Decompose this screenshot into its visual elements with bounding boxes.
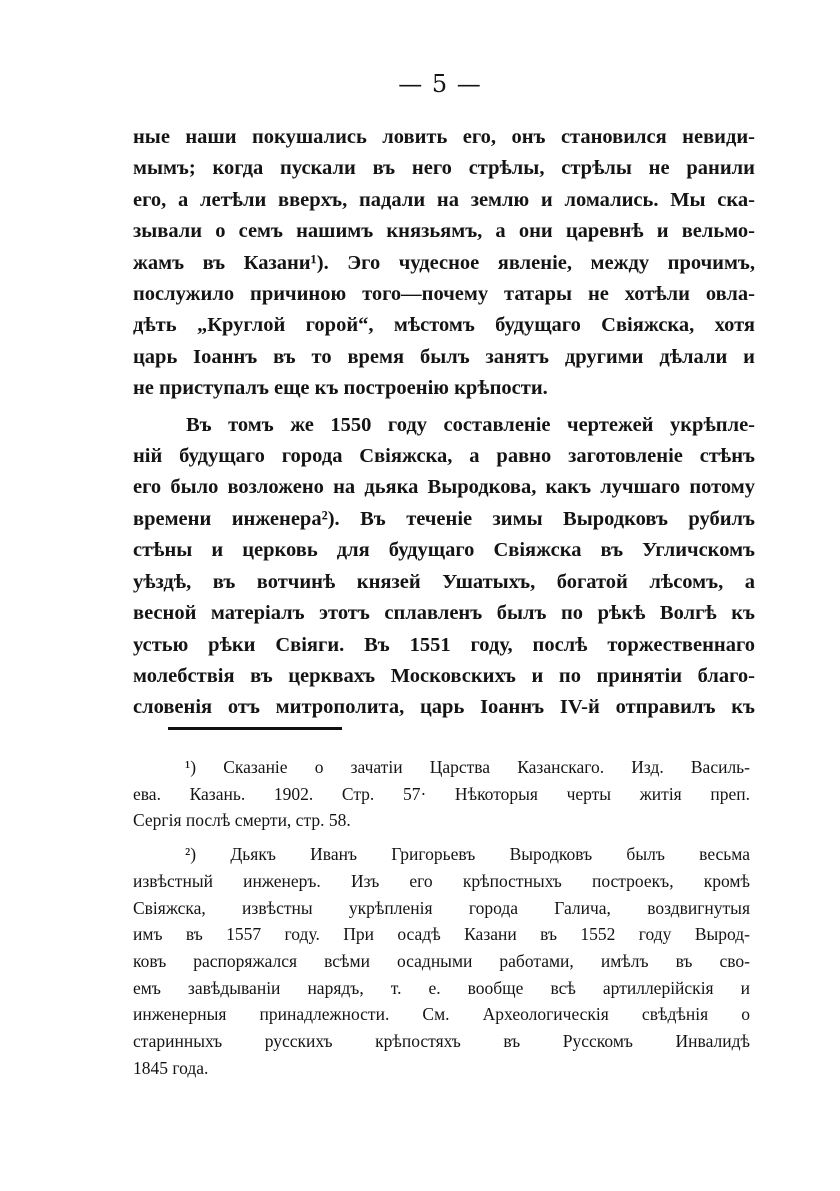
text-line: Въ томъ же 1550 году составленіе чертежей укрѣпле- [186, 413, 755, 436]
text-line: времени инженера²). Въ теченіе зимы Выродковъ рубилъ [133, 507, 755, 530]
text-line: дѣть „Круглой горой“, мѣстомъ будущаго Свіяжска, хотя [133, 314, 755, 337]
footnote-line: извѣстный инженеръ. Изъ его крѣпостныхъ построекъ, кромѣ [133, 870, 750, 891]
text-line: его было возложено на дьяка Выродкова, какъ лучшаго потому [133, 476, 755, 499]
footnote-1 [133, 754, 750, 834]
footnote-line: Свіяжска, извѣстны укрѣпленія города Галича, воздвигнутыя [133, 897, 750, 918]
page-number: — 5 — [398, 70, 482, 98]
text-line: не приступалъ еще къ построенію крѣпости. [133, 377, 548, 400]
footnote-line: ¹) Сказаніе о зачатіи Царства Казанскаго. Изд. Василь- [185, 757, 750, 777]
text-line: жамъ въ Казани¹). Эго чудесное явленіе, между прочимъ, [133, 251, 755, 274]
paragraph [133, 122, 755, 405]
text-line: послужило причиною того—почему татары не хотѣли овла- [133, 283, 755, 306]
footnote-line: старинныхъ русскихъ крѣпостяхъ въ Русскомъ Инвалидѣ [133, 1031, 750, 1052]
footnote-line: инженерныя принадлежности. См. Археологическія свѣдѣнія о [133, 1004, 750, 1025]
footnote-line: ²) Дьякъ Иванъ Григорьевъ Выродковъ былъ весьма [185, 844, 750, 865]
footnote-2 [133, 841, 750, 1081]
text-line: царь Іоаннъ въ то время былъ занятъ другими дѣлали и [133, 345, 755, 368]
footnote-line: имъ въ 1557 году. При осадѣ Казани въ 1552 году Вырод- [133, 924, 750, 945]
text-line: словенія отъ митрополита, царь Іоаннъ IV-й отправилъ къ [133, 696, 755, 719]
footnote-separator-rule [168, 727, 342, 730]
text-line: мымъ; когда пускали въ него стрѣлы, стрѣлы не ранили [133, 157, 755, 180]
text-line: зывали о семъ нашимъ князьямъ, а они царевнѣ и вельмо- [133, 220, 755, 243]
text-line: его, а летѣли вверхъ, падали на землю и ломались. Мы ска- [133, 188, 755, 211]
footnote-line: Сергія послѣ смерти, стр. 58. [133, 810, 351, 831]
text-line: уѣздѣ, въ вотчинѣ князей Ушатыхъ, богатой лѣсомъ, а [133, 570, 755, 593]
footnote-line: ева. Казань. 1902. Стр. 57· Нѣкоторыя черты житія преп. [133, 783, 750, 804]
footnote-line: 1845 года. [133, 1057, 209, 1078]
footnote-line: емъ завѣдываніи нарядъ, т. е. вообще всѣ артиллерійскія и [133, 977, 750, 998]
text-line: весной матеріалъ этотъ сплавленъ былъ по рѣкѣ Волгѣ къ [133, 602, 755, 625]
footnotes [133, 754, 750, 1081]
paragraph [133, 410, 755, 724]
text-line: устью рѣки Свіяги. Въ 1551 году, послѣ торжественнаго [133, 633, 755, 656]
text-line: стѣны и церковь для будущаго Свіяжска въ Угличскомъ [133, 539, 755, 562]
text-line: молебствія въ церквахъ Московскихъ и по принятіи благо- [133, 664, 755, 687]
text-line: ній будущаго города Свіяжска, а равно заготовленіе стѣнъ [133, 445, 755, 468]
text-line: ные наши покушались ловить его, онъ становился невиди- [133, 126, 755, 148]
footnote-line: ковъ распоряжался всѣми осадными работами, имѣлъ въ сво- [133, 950, 750, 971]
main-text [133, 122, 755, 724]
